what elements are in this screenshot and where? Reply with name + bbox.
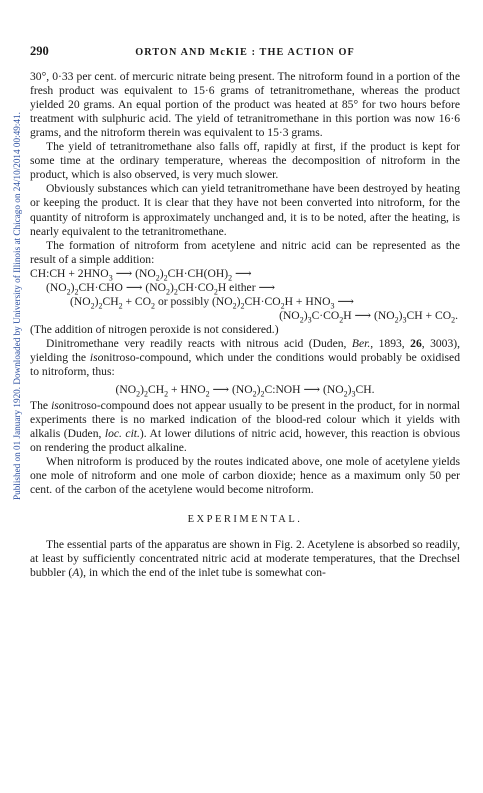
download-watermark-text: Published on 01 January 1920. Downloaded by University of Illinois at Chicago on 24/10/2014 00:49:41. — [12, 112, 22, 500]
paragraph-9: The essential parts of the apparatus are shown in Fig. 2. Acetylene is absorbed so readily, at least by sufficiently concentrated nitric acid at moderate temperatures, that the Drechsel bubbler (A), in which the end of the inlet tube is somewhat con- — [30, 537, 460, 579]
section-heading-experimental: EXPERIMENTAL. — [187, 514, 303, 526]
paragraph-4: The formation of nitroform from acetylene and nitric acid can be represented as the result of a simple addition: — [30, 238, 460, 266]
paragraph-2: The yield of tetranitromethane also falls off, rapidly at first, if the product is kept for some time at the ordinary temperature, whereas the decomposition of nitroform in the product, which is also observed, is very much slower. — [30, 140, 460, 182]
journal-abbrev: Ber. — [351, 336, 371, 350]
paragraph-3: Obviously substances which can yield tetranitromethane have been destroyed by heating or keeping the product. It is clear that they have not been converted into nitroform, for the quantity of nitroform is approximately unchanged and, it is to be noted, after the heating, is nearly equivalent to the tetranitromethane. — [30, 182, 460, 238]
paragraph-1: 30°, 0·33 per cent. of mercuric nitrate being present. The nitroform found in a portion of the fresh product was equivalent to 15·6 grams of tetranitromethane, whereas the product yielded 20 grams. An equal portion of the product was heated at 85° for two hours before treatment with sulphuric acid. The yield of tetranitromethane in this portion was now 16·6 grams, and the nitroform therein was equivalent to 15·3 grams. — [30, 70, 460, 140]
running-head: ORTON AND McKIE : THE ACTION OF — [135, 47, 355, 58]
equation-line-1: CH:CH + $2HNO_3$ ⟶ $(NO_2)_2CH\cdot CH(OH)_2$ ⟶ — [30, 266, 252, 283]
journal-page — [30, 44, 460, 580]
journal-volume: 26 — [410, 336, 422, 350]
page-header — [30, 44, 460, 60]
reaction-scheme-1 — [30, 267, 460, 323]
download-watermark-sidebar — [2, 0, 22, 793]
loc-cit: loc. cit. — [104, 427, 140, 441]
paragraph-6: Dinitromethane very readily reacts with nitrous acid (Duden, Ber., 1893, 26, 3003), yielding the isonitroso-compound, which under the conditions would probably be oxidised to nitroform, thus: — [30, 336, 461, 379]
paragraph-7: The isonitroso-compound does not appear usually to be present in the product, for in normal experiments there is no marked indication of the blood-red colour which it yields with alkalis (Duden, loc. cit.). At lower dilutions of nitric acid, however, this reaction is obvious on rendering the product alkaline. — [30, 399, 461, 455]
equation-line-2: $(NO_2)_2CH\cdot CHO$ ⟶ $(NO_2)_2CH\cdot CO_2H$ either ⟶ — [46, 280, 276, 297]
paragraph-8: When nitroform is produced by the routes indicated above, one mole of acetylene yields one mole of nitroform and one mole of carbon dioxide; hence as a maximum only 50 per cent. of the carbon of the acetylene would become nitroform. — [30, 455, 460, 497]
equation-line-4: $(NO_2)_3C\cdot CO_2H$ ⟶ $(NO_2)_3CH + CO_2$. — [279, 308, 458, 325]
paragraph-5: (The addition of nitrogen peroxide is not considered.) — [30, 322, 279, 336]
equation-line-3: $(NO_2)_2CH_2 + CO_2$ or possibly $(NO_2)_2CH\cdot CO_2H + HNO_3$ ⟶ — [70, 294, 354, 311]
page-number: 290 — [30, 44, 49, 58]
equation-oxidation: $(NO_2)_2CH_2 + HNO_2$ ⟶ $(NO_2)_2C:NOH$ ⟶ $(NO_2)_3CH$. — [115, 383, 375, 399]
